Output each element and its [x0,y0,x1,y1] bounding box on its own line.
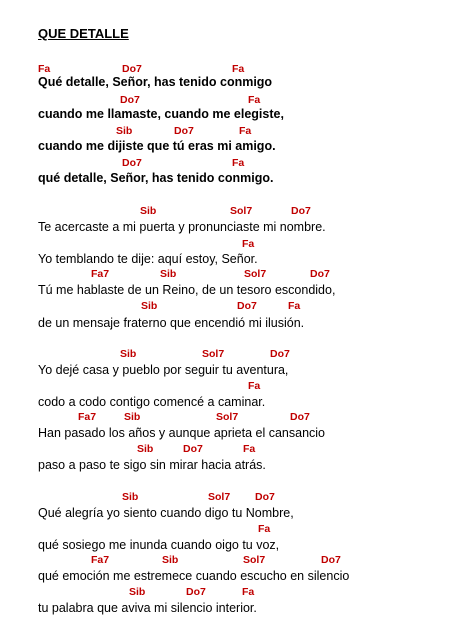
lyric-line: qué emoción me estremece cuando escucho en silencio [38,569,350,583]
chord: Sib [141,300,158,312]
chord: Sib [122,491,139,503]
chord: Fa [242,586,255,598]
chord: Do7 [120,94,140,106]
lyric-line: tu palabra que aviva mi silencio interior. [38,601,257,615]
chord: Sib [137,443,154,455]
chord: Do7 [291,205,311,217]
chord: Fa [232,63,245,75]
chord: Sib [124,411,141,423]
chord: Sib [120,348,137,360]
chord: Do7 [270,348,290,360]
lyric-line: Qué alegría yo siento cuando digo tu Nombre, [38,506,294,520]
lyric-line: qué detalle, Señor, has tenido conmigo. [38,171,274,185]
lyric-line: de un mensaje fraterno que encendió mi ilusión. [38,316,305,330]
chord: Sib [129,586,146,598]
chord: Sol7 [202,348,225,360]
chord: Sol7 [208,491,231,503]
chord: Fa [288,300,301,312]
chord: Fa [243,443,256,455]
chord: Fa [38,63,51,75]
chord: Do7 [186,586,206,598]
lyric-line: Yo temblando te dije: aquí estoy, Señor. [38,252,258,266]
lyric-line: paso a paso te sigo sin mirar hacia atrás. [38,458,266,472]
lyric-line: Te acercaste a mi puerta y pronunciaste mi nombre. [38,220,326,234]
lyric-line: Han pasado los años y aunque aprieta el cansancio [38,426,326,440]
chord: Fa [248,380,261,392]
chord: Fa [248,94,261,106]
lyric-line: Tú me hablaste de un Reino, de un tesoro escondido, [38,283,336,297]
song-title: QUE DETALLE [38,26,129,41]
chord: Do7 [321,554,341,566]
lyric-line: Yo dejé casa y pueblo por seguir tu aventura, [38,363,289,377]
chord: Fa [258,523,271,535]
chord: Do7 [122,157,142,169]
chord: Sol7 [243,554,266,566]
chord: Do7 [290,411,310,423]
chord: Do7 [183,443,203,455]
lyric-line: qué sosiego me inunda cuando oigo tu voz, [38,538,280,552]
lyric-line: codo a codo contigo comencé a caminar. [38,395,266,409]
lyric-line: cuando me llamaste, cuando me elegiste, [38,107,284,121]
chord: Fa [239,125,252,137]
chord: Sib [160,268,177,280]
chord: Fa [242,238,255,250]
lyric-line: cuando me dijiste que tú eras mi amigo. [38,139,276,153]
chord: Sib [162,554,179,566]
chord: Sib [140,205,157,217]
chord: Sol7 [244,268,267,280]
chord: Fa7 [91,554,110,566]
chord: Fa7 [91,268,110,280]
chord: Do7 [237,300,257,312]
chord: Do7 [310,268,330,280]
chord: Do7 [255,491,275,503]
chord: Sol7 [230,205,253,217]
chord: Sol7 [216,411,239,423]
chord: Do7 [122,63,142,75]
chord: Do7 [174,125,194,137]
lyric-line: Qué detalle, Señor, has tenido conmigo [38,75,273,89]
chord: Fa [232,157,245,169]
chord: Fa7 [78,411,97,423]
chord: Sib [116,125,133,137]
